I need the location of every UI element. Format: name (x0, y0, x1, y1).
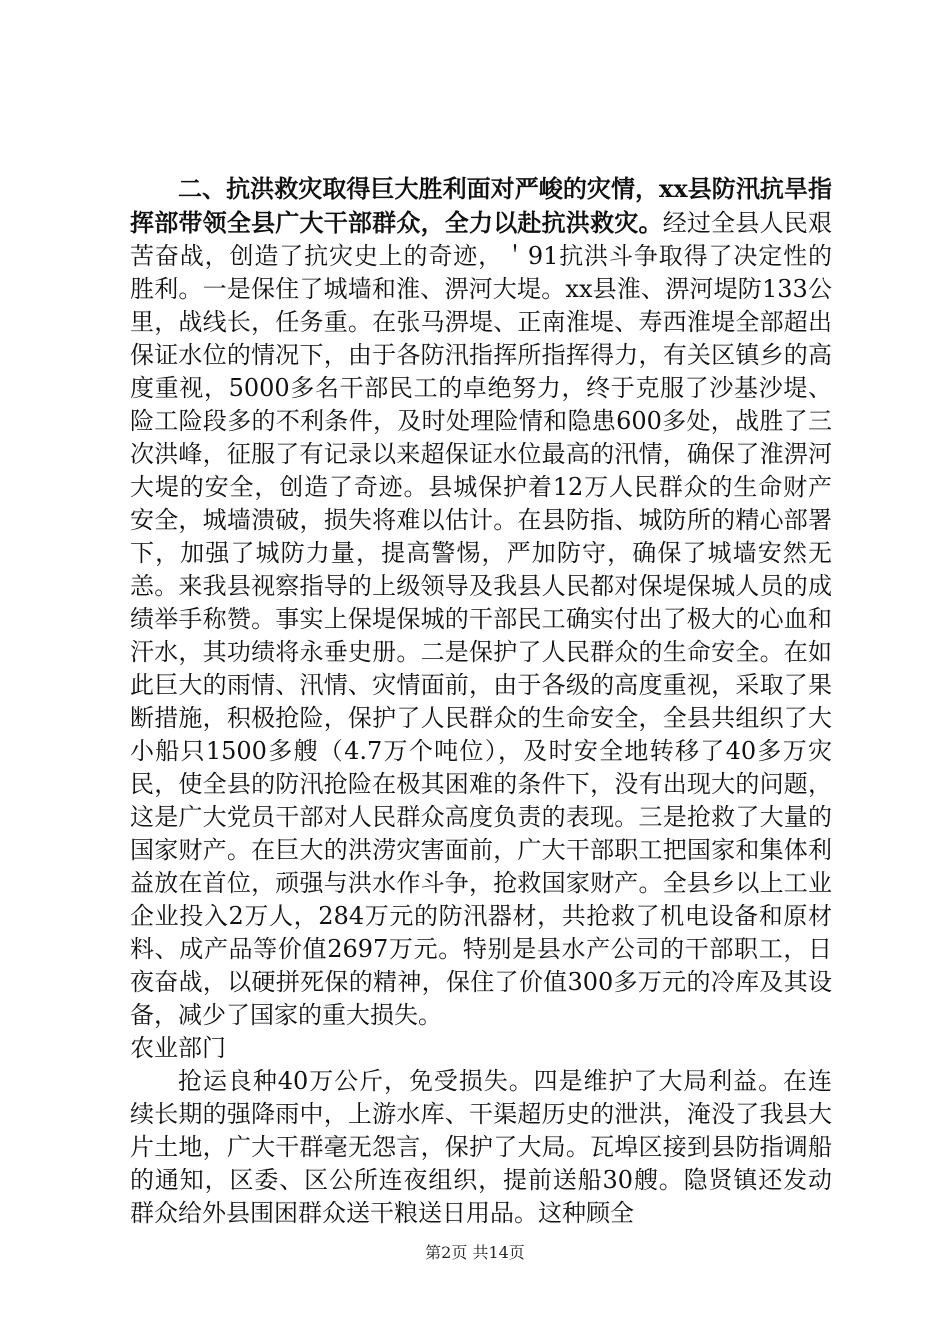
paragraph-agriculture-dept: 农业部门 (130, 1034, 226, 1062)
page-number-footer: 第2页 共14页 (425, 1243, 525, 1262)
paragraph-lead-heading: 二、抗洪救灾取得巨大胜利面对严峻的灾情，xx县防汛抗旱指挥部带领全县广大干部群众，全力以赴抗洪救灾。 (130, 174, 832, 237)
paragraph-flood-relief (130, 172, 832, 1032)
document-body (130, 172, 832, 1230)
paragraph-body-text: 经过全县人民艰苦奋战，创造了抗灾史上的奇迹，＇91抗洪斗争取得了决定性的胜利。一是保住了城墙和淮、淠河大堤。xx县淮、淠河堤防133公里，战线长，任务重。在张马淠堤、正南淮堤、寿西淮堤全部超出保证水位的情况下，由于各防汛指挥所指挥得力，有关区镇乡的高度重视，5000多名干部民工的卓绝努力，终于克服了沙基沙堤、险工险段多的不利条件，及时处理险情和隐患600多处，战胜了三次洪峰，征服了有记录以来超保证水位最高的汛情，确保了淮淠河大堤的安全，创造了奇迹。县城保护着12万人民群众的生命财产安全，城墙溃破，损失将难以估计。在县防指、城防所的精心部署下，加强了城防力量，提高警惕，严加防守，确保了城墙安然无恙。来我县视察指导的上级领导及我县人民都对保堤保城人员的成绩举手称赞。事实上保堤保城的干部民工确实付出了极大的心血和汗水，其功绩将永垂史册。二是保护了人民群众的生命安全。在如此巨大的雨情、汛情、灾情面前，由于各级的高度重视，采取了果断措施，积极抢险，保护了人民群众的生命安全，全县共组织了大小船只1500多艘（4.7万个吨位），及时安全地转移了40多万灾民，使全县的防汛抢险在极其困难的条件下，没有出现大的问题，这是广大党员干部对人民群众高度负责的表现。三是抢救了大量的国家财产。在巨大的洪涝灾害面前，广大干部职工把国家和集体利益放在首位，顽强与洪水作斗争，抢救国家财产。全县乡以上工业企业投入2万人，284万元的防汛器材，共抢救了机电设备和原材料、成产品等价值2697万元。特别是县水产公司的干部职工，日夜奋战，以硬拼死保的精神，保住了价值300多万元的冷库及其设备，减少了国家的重大损失。 (130, 209, 833, 1029)
paragraph-continuation: 抢运良种40万公斤，免受损失。四是维护了大局利益。在连续长期的强降雨中，上游水库、干渠超历史的泄洪，淹没了我县大片土地，广大干群毫无怨言，保护了大局。瓦埠区接到县防指调船的通知，区委、区公所连夜组织，提前送船30艘。隐贤镇还发动群众给外县围困群众送干粮送日用品。这种顾全 (130, 1067, 832, 1227)
